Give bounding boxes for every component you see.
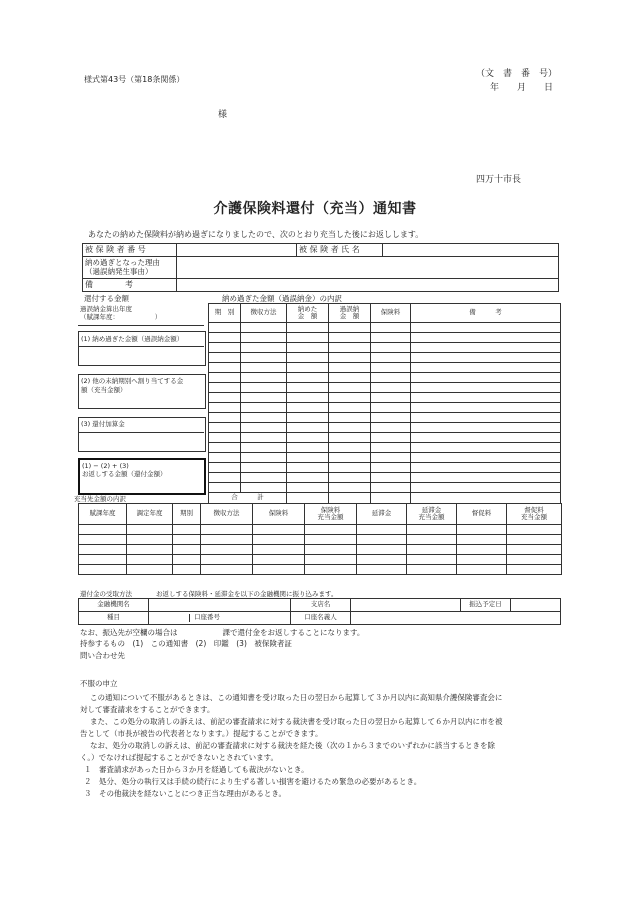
appeal-condition-2: ２ 処分、処分の執行又は手続の続行により生ずる著しい損害を避けるため緊急の必要があるとき。 <box>84 777 422 786</box>
allocation-header-row <box>79 504 562 525</box>
remarks-label: 備 考 <box>83 279 177 292</box>
bank-name-value <box>149 599 291 612</box>
table-row <box>79 525 562 535</box>
table-row <box>209 433 561 443</box>
table-row <box>79 565 562 575</box>
table-row <box>209 373 561 383</box>
insured-number-value <box>177 244 297 257</box>
reason-value <box>177 257 559 279</box>
col-period: 期 別 <box>209 304 241 323</box>
col-period: 期別 <box>173 504 201 525</box>
allocation-table <box>78 503 562 575</box>
payment-method-label: 還付金の受取方法 <box>80 590 132 598</box>
transfer-date-value <box>511 599 561 612</box>
intro-text: あなたの納めた保険料が納め過ぎになりましたので、次のとおり充当した後にお返しします。 <box>88 230 424 239</box>
allocation-heading: 充当先金額の内訳 <box>74 495 126 503</box>
account-number-label: 口座番号 <box>194 613 220 622</box>
branch-name-label: 支店名 <box>291 599 351 612</box>
table-row <box>209 343 561 353</box>
document-number: （文 書 番 号） <box>476 69 558 79</box>
table-row <box>209 413 561 423</box>
reason-label: 納め過ぎとなった理由 （過誤納発生事由） <box>83 257 177 279</box>
addressee-suffix: 様 <box>218 110 228 120</box>
account-holder-value <box>351 612 561 625</box>
table-row <box>209 473 561 483</box>
remarks-value <box>177 279 559 292</box>
bank-name-label: 金融機関名 <box>79 599 149 612</box>
form-number: 様式第43号（第18条関係） <box>84 75 185 84</box>
table-row <box>79 545 562 555</box>
col-adjustment-year: 調定年度 <box>127 504 173 525</box>
col-assessment-year: 賦課年度 <box>79 504 127 525</box>
document-title: 介護保険料還付（充当）通知書 <box>213 201 417 217</box>
appeal-heading: 不服の申立 <box>80 679 118 688</box>
col-collection-method: 徴収方法 <box>201 504 253 525</box>
overpaid-amount-label: (1) 納め過ぎた金額（過誤納金額） <box>81 335 184 343</box>
insured-info-table <box>82 243 559 292</box>
issue-date: 年 月 日 <box>490 83 554 93</box>
table-row <box>209 353 561 363</box>
table-row <box>209 443 561 453</box>
appeal-condition-1: １ 審査請求があった日から３か月を経過しても裁決がないとき。 <box>84 765 309 774</box>
refund-total-label: (1) − (2) + (3) お返しする金額（還付金額） <box>82 462 167 479</box>
insured-name-value <box>383 244 559 257</box>
table-row <box>209 393 561 403</box>
col-collection-method: 徴収方法 <box>241 304 287 323</box>
col-reminder-fee-allocated: 督促料 充当金額 <box>507 504 562 525</box>
col-premium-allocated: 保険料 充当金額 <box>305 504 357 525</box>
col-premium: 保険料 <box>253 504 305 525</box>
col-paid-amount: 納めた 金 額 <box>287 304 329 323</box>
table-row <box>209 363 561 373</box>
appeal-paragraph-3-line-1: なお、処分の取消しの訴えは、前記の審査請求に対する裁決を経た後（次の１から３までのいずれかに該当するときを除 <box>90 741 495 750</box>
refund-heading: 還付する金額 <box>84 294 129 303</box>
table-row <box>79 555 562 565</box>
calc-year-label: 過誤納金算出年度 （賦課年度： ） <box>80 305 162 322</box>
appeal-paragraph-2-line-2: 告として（市長が被告の代表者となります。）提起することができます。 <box>80 729 323 738</box>
payment-method-text: お返しする保険料・延滞金を以下の金融機関に振り込みます。 <box>156 590 338 598</box>
account-number-cell <box>149 612 291 625</box>
allocated-amount-label: (2) 他の未納期別へ割り当てする金 額（充当金額） <box>81 377 184 394</box>
issuer-name: 四万十市長 <box>476 175 522 185</box>
branch-name-value <box>351 599 461 612</box>
account-holder-label: 口座名義人 <box>291 612 351 625</box>
table-row <box>209 323 561 333</box>
overpaid-header-row <box>209 304 561 323</box>
overpaid-total-row <box>209 493 561 504</box>
overpaid-breakdown-table <box>208 303 561 504</box>
items-to-bring: 持参するもの (1) この通知書 (2) 印鑑 (3) 被保険者証 <box>80 639 292 648</box>
table-row <box>209 483 561 493</box>
appeal-paragraph-1-line-2: 対して審査請求をすることができます。 <box>80 705 215 714</box>
col-late-fee: 延滞金 <box>357 504 407 525</box>
col-reminder-fee: 督促料 <box>457 504 507 525</box>
table-row <box>209 383 561 393</box>
appeal-paragraph-1-line-1: この通知について不服があるときは、この通知書を受け取った日の翌日から起算して３か月以内に高知県介護保険審査会に <box>90 693 503 702</box>
insured-number-label: 被 保 険 者 番 号 <box>83 244 177 257</box>
insured-name-label: 被 保 険 者 氏 名 <box>297 244 383 257</box>
col-overpaid-amount: 過誤納 金 額 <box>329 304 371 323</box>
table-row <box>209 453 561 463</box>
col-late-fee-allocated: 延滞金 充当金額 <box>407 504 457 525</box>
appeal-paragraph-2-line-1: また、この処分の取消しの訴えは、前記の審査請求に対する裁決書を受け取った日の翌日から起算して６か月以内に市を被 <box>90 717 503 726</box>
appeal-condition-3: ３ その他裁決を経ないことにつき正当な理由があるとき。 <box>84 789 287 798</box>
blank-account-note: なお、振込先が空欄の場合は 課で還付金をお返しすることになります。 <box>80 628 365 637</box>
appeal-paragraph-3-line-2: く。）でなければ提起することができないとされています。 <box>80 753 278 762</box>
col-premium: 保険料 <box>371 304 411 323</box>
table-row <box>209 333 561 343</box>
table-row <box>79 535 562 545</box>
bank-info-table <box>78 598 561 625</box>
overpaid-heading: 納め過ぎた金額（過誤納金）の内訳 <box>222 294 342 303</box>
table-row <box>209 403 561 413</box>
col-remarks: 備 考 <box>411 304 561 323</box>
transfer-date-label: 振込予定日 <box>461 599 511 612</box>
account-type-label: 種目 <box>79 612 149 625</box>
total-label: 合 計 <box>209 493 287 504</box>
table-row <box>209 463 561 473</box>
table-row <box>209 423 561 433</box>
contact-label: 問い合わせ先 <box>80 651 125 660</box>
refund-interest-label: (3) 還付加算金 <box>81 420 125 428</box>
